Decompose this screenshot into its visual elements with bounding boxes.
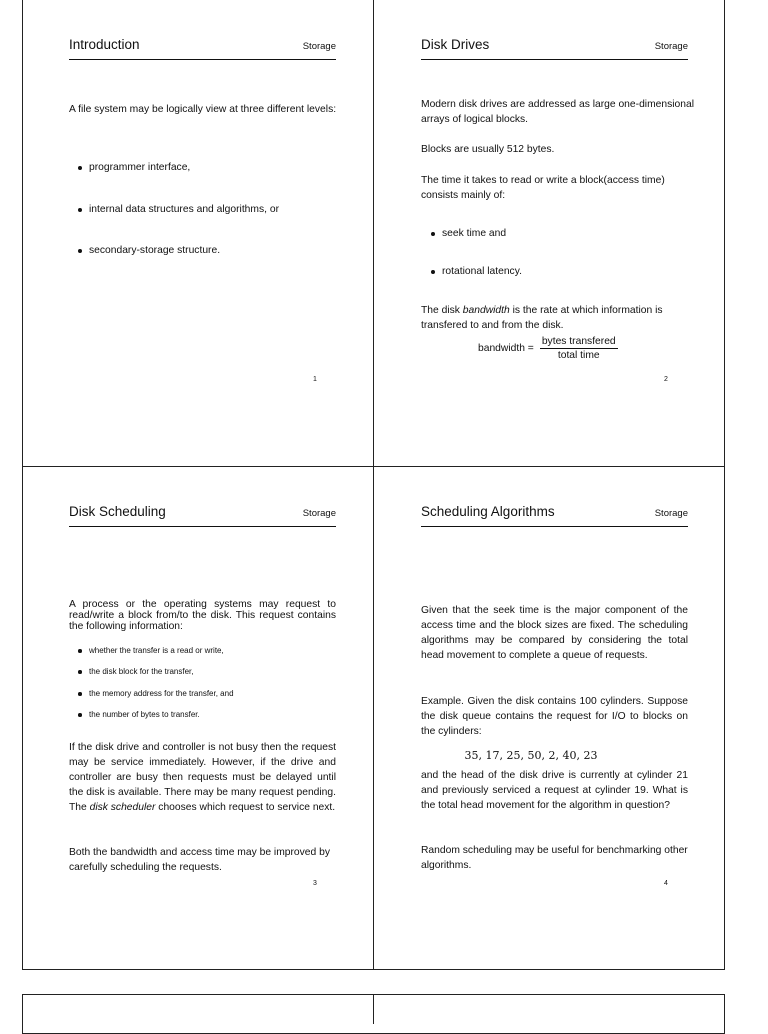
- bullet-item: seek time and: [430, 226, 506, 241]
- slide-disk-scheduling: [22, 467, 373, 933]
- bullet-item: secondary-storage structure.: [77, 243, 220, 258]
- formula-denominator: total time: [557, 350, 600, 361]
- slide-header: [421, 502, 688, 527]
- disk-scheduler-term: disk scheduler: [89, 802, 156, 813]
- slide-introduction: [22, 0, 373, 466]
- page-number: 4: [664, 880, 668, 887]
- formula-lhs: bandwidth =: [478, 343, 534, 354]
- paragraph: The time it takes to read or write a block(access time) consists mainly of:: [421, 175, 665, 201]
- bandwidth-formula: [478, 336, 618, 361]
- formula-fraction: [540, 336, 618, 361]
- slide-tag: Storage: [302, 41, 336, 52]
- bullet-item: the memory address for the transfer, and: [77, 688, 234, 699]
- closing-text: Both the bandwidth and access time may be improved by carefully scheduling the requests.: [69, 847, 330, 873]
- bullet-item: whether the transfer is a read or write,: [77, 645, 224, 656]
- paragraph: Example. Given the disk contains 100 cylinders. Suppose the disk queue contains the request for I/O to blocks on the cylinders:: [421, 696, 688, 737]
- cylinder-sequence: 35, 17, 25, 50, 2, 40, 23: [464, 749, 598, 762]
- bandwidth-paragraph: The disk bandwidth is the rate at which information is transfered to and from the disk.: [421, 305, 663, 331]
- page-number: 1: [313, 376, 317, 383]
- formula-numerator: bytes transfered: [541, 336, 616, 347]
- slide-title: Disk Scheduling: [69, 504, 166, 519]
- slide-scheduling-algorithms: [374, 467, 725, 933]
- bullet-item: the disk block for the transfer,: [77, 666, 194, 677]
- next-page-divider: [373, 994, 374, 1024]
- paragraph: and the head of the disk drive is currently at cylinder 21 and previously serviced a request at cylinder 19. What is the total head movement for the algorithm in question?: [421, 770, 688, 811]
- slide-tag: Storage: [654, 508, 688, 519]
- scheduler-paragraph: If the disk drive and controller is not busy then the request may be service immediately. However, if the drive and controller are busy then requests must be delayed until the disk is available. There may be many request pending. The disk scheduler chooses which request to service next.: [69, 742, 336, 813]
- intro-text: A file system may be logically view at three different levels:: [69, 104, 337, 115]
- slide-tag: Storage: [654, 41, 688, 52]
- paragraph: Modern disk drives are addressed as large one-dimensional arrays of logical blocks.: [421, 99, 695, 125]
- slide-header: [69, 502, 336, 527]
- bullet-item: the number of bytes to transfer.: [77, 709, 200, 720]
- page-number: 2: [664, 376, 668, 383]
- intro-text: A process or the operating systems may request to read/write a block from/to the disk. This request contains the following information:: [69, 599, 336, 632]
- slide-title: Scheduling Algorithms: [421, 504, 555, 519]
- page-number: 3: [313, 880, 317, 887]
- bullet-item: programmer interface,: [77, 160, 190, 175]
- bullet-item: rotational latency.: [430, 264, 522, 279]
- slide-disk-drives: [374, 0, 725, 466]
- slide-header: [69, 35, 336, 60]
- paragraph: Given that the seek time is the major component of the access time and the block sizes are fixed. The scheduling algorithms may be compared by considering the total head movement to complete a queue of requests.: [421, 605, 688, 661]
- slide-title: Introduction: [69, 37, 140, 52]
- bandwidth-term: bandwidth: [462, 305, 510, 316]
- paragraph: Random scheduling may be useful for benchmarking other algorithms.: [421, 845, 688, 871]
- paragraph: Blocks are usually 512 bytes.: [421, 144, 555, 155]
- slide-tag: Storage: [302, 508, 336, 519]
- slide-header: [421, 35, 688, 60]
- bullet-item: internal data structures and algorithms, or: [77, 202, 279, 217]
- slide-title: Disk Drives: [421, 37, 490, 52]
